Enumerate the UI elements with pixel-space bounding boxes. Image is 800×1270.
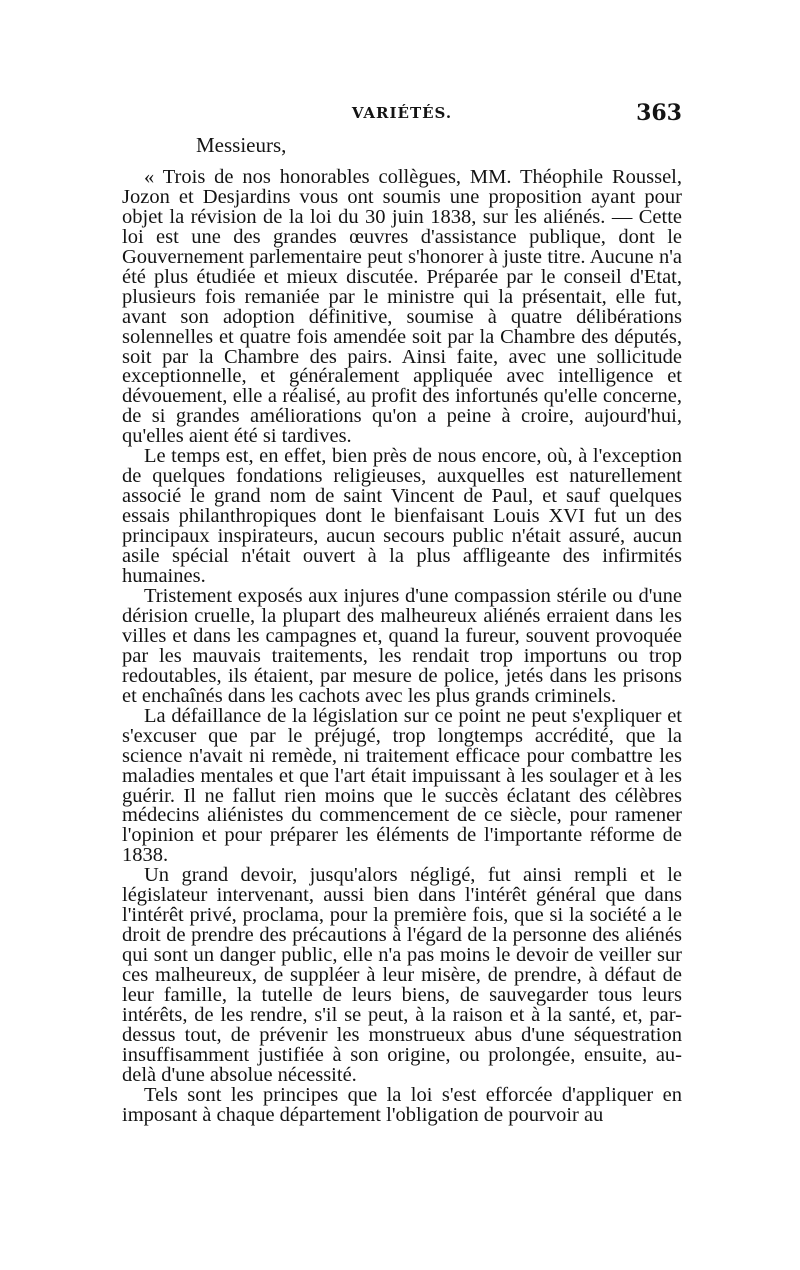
paragraph-6: Tels sont les principes que la loi s'est efforcée d'appliquer en imposant à chaque département l'obligation de pourvoir au	[122, 1083, 682, 1126]
page-number: 363	[636, 100, 682, 126]
page-header	[122, 100, 682, 132]
running-head: VARIÉTÉS.	[351, 104, 453, 122]
paragraph-5: Un grand devoir, jusqu'alors négligé, fut ainsi rempli et le législateur intervenant, aussi bien dans l'intérêt général que dans l'intérêt privé, proclama, pour la première fois, que si la société a le droit de prendre des précautions à l'égard de la personne des aliénés qui sont un danger public, elle n'a pas moins le devoir de veiller sur ces malheureux, de suppléer à leur misère, de prendre, à défaut de leur famille, la tutelle de leurs biens, de sauvegarder tous leurs intérêts, de les rendre, s'il se peut, à la raison et à la santé, et, par-dessus tout, de prévenir les monstrueux abus d'une séquestration insuffisamment justifiée à son origine, ou prolongée, ensuite, au-delà d'une absolue nécessité.	[122, 864, 682, 1086]
salutation: Messieurs,	[196, 133, 287, 157]
paragraph-3: Tristement exposés aux injures d'une compassion stérile ou d'une dérision cruelle, la plupart des malheureux aliénés erraient dans les villes et dans les campagnes et, quand la fureur, souvent provoquée par les mauvais traitements, les rendait trop importuns ou trop redoutables, ils étaient, par mesure de police, jetés dans les prisons et enchaînés dans les cachots avec les plus grands criminels.	[122, 584, 682, 707]
page-body	[122, 133, 682, 1126]
paragraph-1: « Trois de nos honorables collègues, MM. Théophile Roussel, Jozon et Desjardins vous ont soumis une proposition ayant pour objet la révision de la loi du 30 juin 1838, sur les aliénés. — Cette loi est une des grandes œuvres d'assistance publique, dont le Gouvernement parlementaire peut s'honorer à juste titre. Aucune n'a été plus étudiée et mieux discutée. Préparée par le conseil d'Etat, plusieurs fois remaniée par le ministre qui la présentait, elle fut, avant son adoption définitive, soumise à quatre délibérations solennelles et quatre fois amendée soit par la Chambre des députés, soit par la Chambre des pairs. Ainsi faite, avec une sollicitude exceptionnelle, et généralement appliquée avec intelligence et dévouement, elle a réalisé, au profit des infortunés qu'elle concerne, de si grandes améliorations qu'on a peine à croire, aujourd'hui, qu'elles aient été si tardives.	[122, 165, 682, 448]
paragraph-2: Le temps est, en effet, bien près de nous encore, où, à l'exception de quelques fondations religieuses, auxquelles est naturellement associé le grand nom de saint Vincent de Paul, et sauf quelques essais philanthropiques dont le bienfaisant Louis XVI fut un des principaux inspirateurs, aucun secours public n'était assuré, aucun asile spécial n'était ouvert à la plus affligeante des infirmités humaines.	[122, 445, 682, 588]
paragraph-4: La défaillance de la législation sur ce point ne peut s'expliquer et s'excuser que par le préjugé, trop longtemps accrédité, que la science n'avait ni remède, ni traitement efficace pour combattre les maladies mentales et que l'art était impuissant à les soulager et à les guérir. Il ne fallut rien moins que le succès éclatant des célèbres médecins aliénistes du commencement de ce siècle, pour ramener l'opinion et pour préparer les éléments de l'importante réforme de 1838.	[122, 704, 682, 867]
